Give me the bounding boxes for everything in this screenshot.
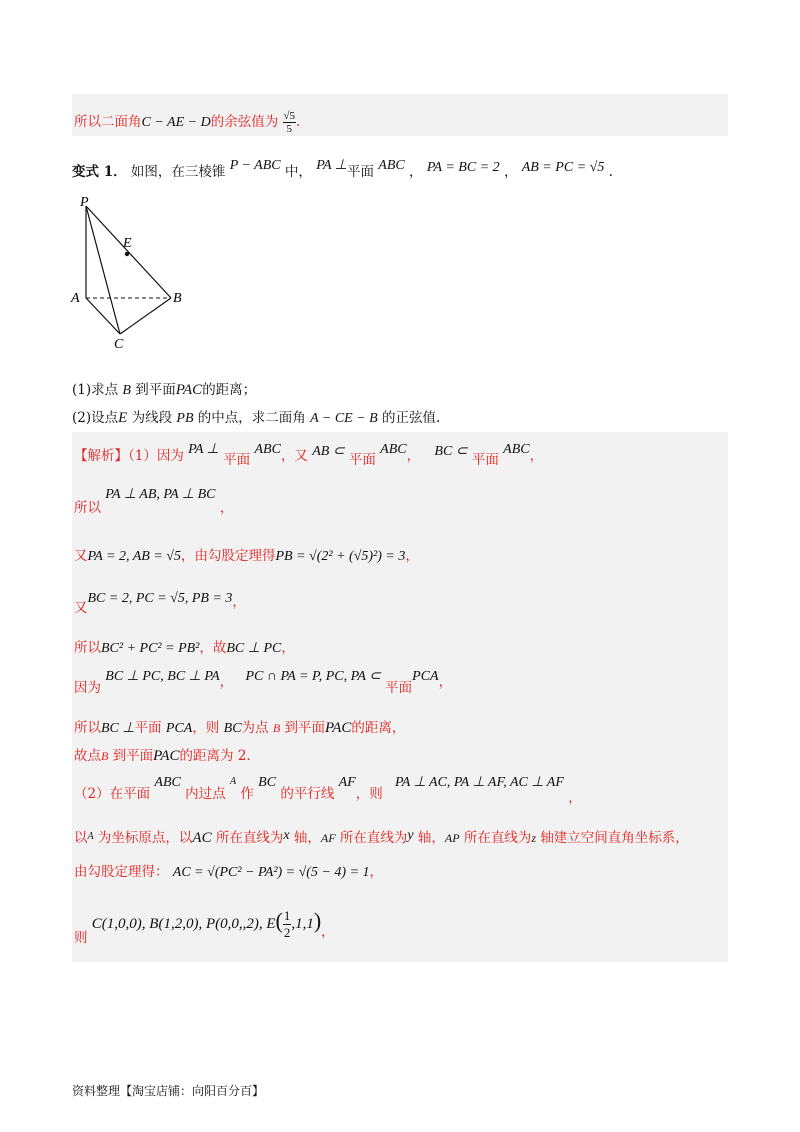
variant-label: 变式 1． <box>72 164 127 180</box>
solution-line-2: 所以 PA ⊥ AB, PA ⊥ BC ， <box>74 487 234 516</box>
fraction-half: $\frac{1}{2}$ <box>283 908 291 940</box>
answer-line: 所以二面角C − AE − D的余弦值为 $\frac{√5}{5}$ . <box>74 110 301 135</box>
previous-answer-box <box>72 94 728 136</box>
solution-line-1: 【解析】（1）因为 PA ⊥ 平面 ABC，又 AB ⊂ 平面 ABC， BC ⊂ 平面 ABC， <box>74 442 544 468</box>
edge-BC <box>120 298 171 334</box>
question-1: (1)求点 B 到平面PAC的距离； <box>72 382 257 398</box>
solution-line-4: 又BC = 2, PC = √5, PB = 3， <box>74 591 246 616</box>
point-E <box>125 252 129 256</box>
solution-line-10: 以$^A$ 为坐标原点，以AC 所在直线为x 轴，AF 所在直线为y 轴，AP 所在直线为z 轴建立空间直角坐标系， <box>74 828 689 846</box>
solution-line-12: 则 C(1,0,0), B(1,2,0), P(0,0,,2), E( $\frac{1}{2}$ ,1,1)， <box>74 908 335 946</box>
label-A: A <box>71 291 80 306</box>
footer-source: 资料整理【淘宝店铺：向阳百分百】 <box>72 1084 265 1098</box>
solution-line-7: 所以BC ⊥平面 PCA，则 BC为点 B 到平面PAC的距离， <box>74 720 406 736</box>
label-B: B <box>173 291 182 306</box>
solution-box <box>72 432 728 962</box>
label-P: P <box>80 195 89 210</box>
solution-line-11: 由勾股定理得： AC = √(PC² − PA²) = √(5 − 4) = 1， <box>74 864 384 880</box>
pyramid-figure <box>70 192 200 352</box>
solution-line-9: （2）在平面 ABC 内过点 $^A$ 作 BC 的平行线 AF，则 PA ⊥ AC, PA ⊥ AF, AC ⊥ AF ， <box>74 775 582 806</box>
solution-line-3: 又PA = 2, AB = √5，由勾股定理得PB = √(2² + (√5)²) = 3， <box>74 548 419 564</box>
solution-line-5: 所以BC² + PC² = PB²，故BC ⊥ PC， <box>74 640 295 656</box>
solution-line-6: 因为 BC ⊥ PC, BC ⊥ PA， PC ∩ PA = P, PC, PA ⊂ 平面PCA， <box>74 669 453 696</box>
label-E: E <box>123 236 132 251</box>
variant-problem-line: 变式 1． 如图，在三棱锥 P − ABC 中， PA ⊥平面 ABC ， PA = BC = 2 ， AB = PC = √5 . <box>72 158 613 180</box>
solution-line-8: 故点B 到平面PAC的距离为 2. <box>74 748 251 764</box>
fraction: $\frac{√5}{5}$ <box>283 110 296 135</box>
label-C: C <box>114 337 124 352</box>
question-2: (2)设点E 为线段 PB 的中点，求二面角 A − CE − B 的正弦值. <box>72 410 441 426</box>
